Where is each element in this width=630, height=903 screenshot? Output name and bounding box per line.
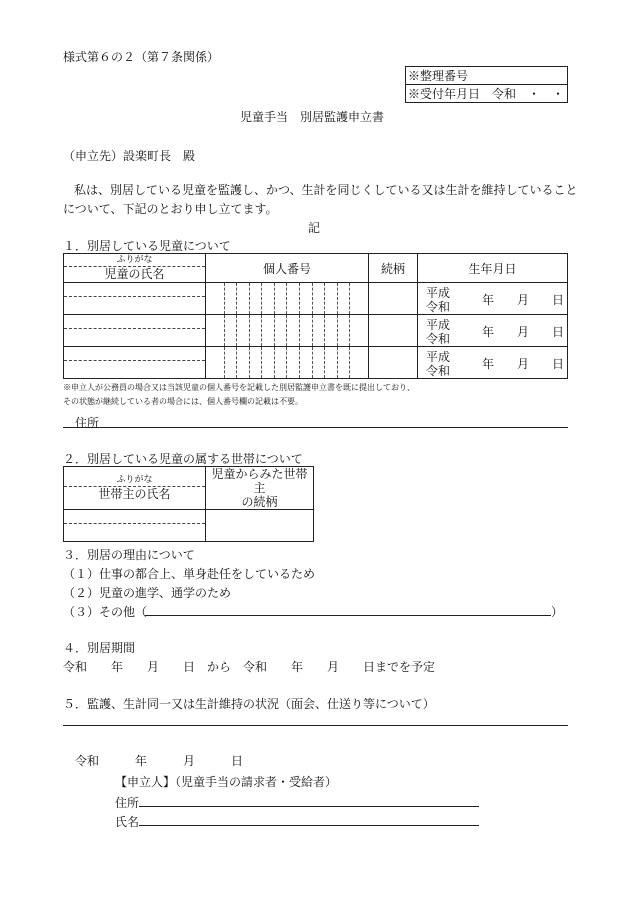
applicant-address-label: 住所 [115,796,140,810]
era-heisei: 平成 [426,286,451,300]
form-number: 様式第６の２（第７条関係） [63,50,220,64]
mynumber-header: 個人番号 [206,254,369,283]
year-label: 年 [482,357,495,371]
householder-relation-header-line1: 児童からみた世帯主 [211,467,308,495]
dob-cell[interactable] [418,315,568,347]
note-line1: ※申立人が公務員の場合又は当該児童の個人番号を記載した別居監護申立書を既に提出しており、 [63,383,415,392]
section3-heading: ３．別居の理由について [63,548,195,562]
householder-relation-header-line2: の続柄 [241,495,278,509]
table-row [64,315,568,347]
dob-cell[interactable] [418,347,568,379]
era-heisei: 平成 [426,318,451,332]
applicant-address-input-line[interactable] [139,806,479,807]
furigana-label: ふりがな [116,255,153,265]
householder-name-header: 世帯主の氏名 [64,486,205,502]
page-title: 児童手当 別居監護申立書 [240,110,385,124]
other-reason-input-line[interactable] [145,615,551,616]
table-row [64,283,568,315]
reason-option-3[interactable]: （３）その他（ [63,605,148,619]
householder-name-header-cell [64,467,206,510]
section5-heading: ５．監護、生計同一又は生計維持の状況（面会、仕送り等について） [63,697,435,711]
child-name-header-cell [64,254,206,283]
relation-cell[interactable] [369,347,418,379]
address-input-line[interactable] [63,427,568,428]
table-header-row [64,467,314,510]
mynumber-cell[interactable] [206,315,369,347]
separation-period[interactable]: 令和 年 月 日 から 令和 年 月 日までを予定 [63,660,436,674]
child-name-header: 児童の氏名 [64,266,205,282]
day-label: 日 [552,357,565,371]
applicant-label: 【申立人】（児童手当の請求者・受給者） [115,775,338,789]
submission-date[interactable]: 令和 年 月 日 [75,754,244,768]
applicant-name-input-line[interactable] [139,825,479,826]
applicant-name-label: 氏名 [115,815,140,829]
householder-relation-cell[interactable] [206,510,314,542]
ki-label: 記 [308,221,321,235]
table-row [64,510,314,542]
address-label: 住所 [75,416,100,430]
child-name-cell[interactable] [64,315,206,347]
month-label: 月 [517,357,530,371]
child-name-cell[interactable] [64,283,206,315]
era-reiwa: 令和 [426,332,451,346]
era-reiwa: 令和 [426,300,451,314]
note-line2: その状態が継続している者の場合には、個人番号欄の記載は不要。 [63,397,303,406]
month-label: 月 [517,325,530,339]
child-name-cell[interactable] [64,347,206,379]
addressee: （申立先）設楽町長 殿 [63,149,196,163]
section4-heading: ４．別居期間 [63,641,136,655]
other-reason-close-paren: ） [551,605,564,619]
relation-cell[interactable] [369,315,418,347]
section2-heading: ２．別居している児童の属する世帯について [63,452,303,466]
householder-relation-header-cell [206,467,314,510]
era-reiwa: 令和 [426,364,451,378]
dob-cell[interactable] [418,283,568,315]
children-table [63,253,568,379]
intro-text-line2: について、下記のとおり申し立てます。 [63,202,278,216]
section1-heading: １．別居している児童について [63,239,231,253]
intro-text-line1: 私は、別居している児童を監護し、かつ、生計を同じくしている又は生計を維持していること [74,183,578,197]
era-heisei: 平成 [426,350,451,364]
received-date-field[interactable]: ※受付年月日 令和 ・ ・ [406,85,568,103]
mynumber-cell[interactable] [206,347,369,379]
month-label: 月 [517,293,530,307]
reference-number-field[interactable]: ※整理番号 [406,67,568,85]
day-label: 日 [552,293,565,307]
reason-option-2[interactable]: （２）児童の進学、通学のため [63,586,232,600]
year-label: 年 [482,325,495,339]
office-use-box [405,66,568,103]
reason-option-1[interactable]: （１）仕事の都合上、単身赴任をしているため [63,567,316,581]
mynumber-cell[interactable] [206,283,369,315]
householder-name-cell[interactable] [64,510,206,542]
dob-header: 生年月日 [418,254,568,283]
furigana-label: ふりがな [116,475,153,485]
year-label: 年 [482,293,495,307]
table-row [64,347,568,379]
relation-cell[interactable] [369,283,418,315]
support-status-input-line[interactable] [63,725,568,726]
day-label: 日 [552,325,565,339]
table-header-row [64,254,568,283]
relation-header: 続柄 [369,254,418,283]
household-table [63,466,314,542]
